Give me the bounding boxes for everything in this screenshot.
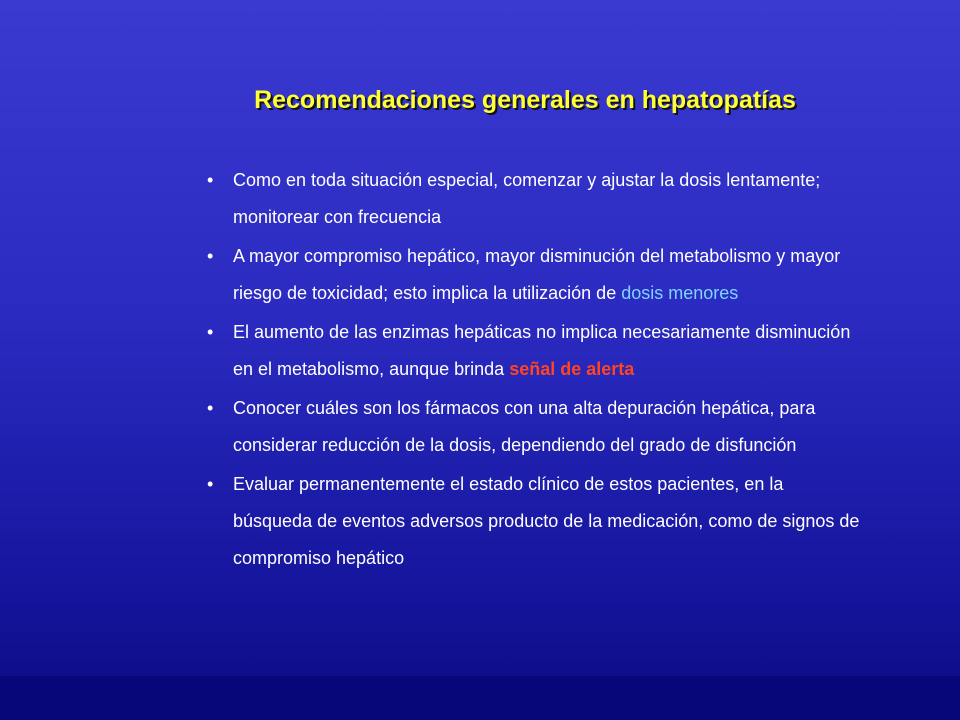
slide-title: Recomendaciones generales en hepatopatías	[254, 86, 796, 114]
bullet-item-1	[207, 162, 867, 236]
highlight-dosis-menores: dosis menores	[621, 283, 739, 303]
bullet-item-5	[207, 466, 867, 577]
bullet-item-2	[207, 238, 867, 312]
bullet-marker: •	[207, 322, 214, 342]
bullet-marker: •	[207, 398, 214, 418]
bullet-text: El aumento de las enzimas hepáticas no implica necesariamente disminución en el metabolismo, aunque brinda	[233, 322, 851, 379]
footer-band	[0, 676, 960, 720]
bullet-item-3	[207, 314, 867, 388]
bullet-text: Evaluar permanentemente el estado clínico de estos pacientes, en la búsqueda de eventos adversos producto de la medicación, como de signos de compromiso hepático	[233, 474, 860, 568]
bullet-marker: •	[207, 474, 214, 494]
bullet-item-4	[207, 390, 867, 464]
bullet-marker: •	[207, 170, 214, 190]
bullet-text: Conocer cuáles son los fármacos con una alta depuración hepática, para considerar reducción de la dosis, dependiendo del grado de disfunción	[233, 398, 816, 455]
bullet-text: Como en toda situación especial, comenzar y ajustar la dosis lentamente; monitorear con frecuencia	[233, 170, 821, 227]
bullet-list	[207, 162, 867, 579]
highlight-senal-de-alerta: señal de alerta	[509, 359, 635, 379]
bullet-marker: •	[207, 246, 214, 266]
bullet-text: A mayor compromiso hepático, mayor disminución del metabolismo y mayor riesgo de toxicidad; esto implica la utilización de	[233, 246, 841, 303]
